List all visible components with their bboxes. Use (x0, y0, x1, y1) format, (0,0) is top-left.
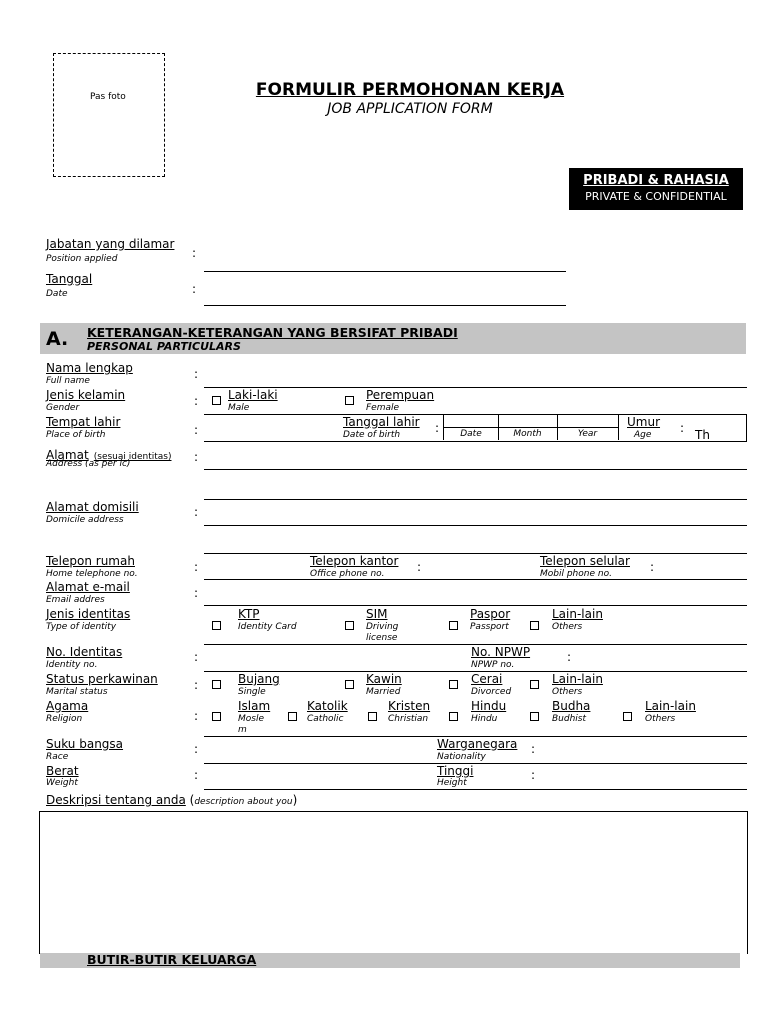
id-other-checkbox[interactable] (530, 621, 539, 630)
position-sub: Position applied (46, 254, 118, 264)
marital-divorced-sub: Divorced (471, 687, 512, 697)
marital-single-checkbox[interactable] (212, 680, 221, 689)
date-sub: Date (46, 289, 68, 299)
address-note: (sesuai identitas) (93, 452, 172, 462)
birth-date-day: Date (460, 429, 482, 439)
colon: : (194, 450, 199, 464)
birth-date-year: Year (577, 429, 598, 439)
gender-female-sub: Female (366, 403, 400, 413)
religion-hindu-sub: Hindu (471, 714, 498, 724)
birth-date-grid[interactable] (443, 414, 619, 440)
colon: : (194, 586, 199, 600)
marital-other-label: Lain-lain (552, 672, 603, 686)
phone-row-bottom (204, 579, 747, 580)
id-no-sub: Identity no. (46, 660, 98, 670)
colon: : (567, 650, 572, 664)
race-label: Suku bangsa (46, 737, 124, 751)
colon: : (194, 560, 199, 574)
birth-date-month: Month (513, 429, 542, 439)
age-sub: Age (634, 430, 652, 440)
address-input-line-2[interactable] (204, 499, 747, 500)
birth-date-sub: Date of birth (343, 430, 401, 440)
religion-buddhist-checkbox[interactable] (530, 712, 539, 721)
colon: : (650, 560, 655, 574)
gender-male-label: Laki-laki (228, 388, 278, 402)
description-label-group (46, 789, 297, 808)
badge-subtitle: PRIVATE & CONFIDENTIAL (585, 190, 727, 203)
id-passport-checkbox[interactable] (449, 621, 458, 630)
description-note: description about you (194, 797, 293, 807)
id-sim-checkbox[interactable] (345, 621, 354, 630)
id-passport-label: Paspor (470, 607, 511, 621)
colon: : (680, 421, 685, 435)
religion-islam-sub: Mosle (238, 714, 264, 724)
nationality-label: Warganegara (437, 737, 518, 751)
id-ktp-label: KTP (238, 607, 260, 621)
office-phone-label: Telepon kantor (310, 554, 399, 568)
photo-box[interactable] (53, 53, 165, 177)
religion-hindu-label: Hindu (471, 699, 507, 713)
office-phone-input[interactable] (425, 555, 535, 578)
marital-other-checkbox[interactable] (530, 680, 539, 689)
marital-other-sub: Others (552, 687, 583, 697)
birth-place-sub: Place of birth (46, 430, 106, 440)
religion-label: Agama (46, 699, 89, 713)
colon: : (192, 246, 197, 260)
address-label: Alamat (46, 448, 89, 462)
colon: : (194, 423, 199, 437)
gender-male-sub: Male (228, 403, 250, 413)
race-input[interactable] (205, 737, 430, 762)
colon: : (531, 768, 536, 782)
id-ktp-sub: Identity Card (238, 622, 297, 632)
id-other-label: Lain-lain (552, 607, 603, 621)
address-sub: Address (as per ic) (46, 459, 131, 469)
email-input[interactable] (204, 605, 747, 606)
full-name-input[interactable] (204, 387, 747, 388)
section-a-header (40, 323, 746, 354)
birth-place-input[interactable] (205, 415, 335, 440)
colon: : (194, 367, 199, 381)
mobile-phone-label: Telepon selular (540, 554, 630, 568)
gender-sub: Gender (46, 403, 80, 413)
height-sub: Height (437, 778, 467, 788)
confidential-badge (569, 168, 743, 210)
religion-islam-label: Islam (238, 699, 271, 713)
description-label: Deskripsi tentang anda (46, 793, 186, 807)
id-sim-sub2: license (366, 633, 398, 643)
religion-other-checkbox[interactable] (623, 712, 632, 721)
colon: : (194, 505, 199, 519)
home-phone-input[interactable] (205, 555, 305, 578)
colon: : (194, 768, 199, 782)
email-sub: Email addres (46, 595, 105, 605)
npwp-label: No. NPWP (471, 645, 531, 659)
id-ktp-checkbox[interactable] (212, 621, 221, 630)
religion-sub: Religion (46, 714, 83, 724)
religion-christian-label: Kristen (388, 699, 431, 713)
religion-buddhist-sub: Budhist (552, 714, 587, 724)
height-input[interactable] (540, 764, 745, 788)
religion-catholic-sub: Catholic (307, 714, 344, 724)
weight-sub: Weight (46, 778, 78, 788)
age-label: Umur (627, 415, 661, 429)
birth-row-bottom (204, 441, 747, 442)
colon: : (417, 560, 422, 574)
colon: : (194, 650, 199, 664)
form-title: FORMULIR PERMOHONAN KERJA (255, 80, 565, 100)
domicile-sub: Domicile address (46, 515, 124, 525)
section-b-header (40, 953, 740, 968)
marital-divorced-checkbox[interactable] (449, 680, 458, 689)
domicile-input-line-2[interactable] (204, 553, 747, 554)
colon: : (531, 742, 536, 756)
description-open: ( (185, 793, 195, 807)
nationality-input[interactable] (540, 737, 745, 762)
birth-row-right (746, 414, 747, 441)
id-sim-label: SIM (366, 607, 388, 621)
marital-single-label: Bujang (238, 672, 280, 686)
section-a-letter: A. (46, 328, 69, 350)
marital-divorced-label: Cerai (471, 672, 503, 686)
height-label: Tinggi (437, 764, 474, 778)
badge-title: PRIBADI & RAHASIA (583, 173, 729, 188)
weight-label: Berat (46, 764, 79, 778)
npwp-sub: NPWP no. (471, 660, 515, 670)
form-subtitle: JOB APPLICATION FORM (327, 101, 493, 117)
nationality-sub: Nationality (437, 752, 486, 762)
section-a-title: KETERANGAN-KETERANGAN YANG BERSIFAT PRIBADI (87, 325, 458, 340)
religion-christian-checkbox[interactable] (368, 712, 377, 721)
date-label: Tanggal (46, 272, 93, 286)
gender-male-checkbox[interactable] (212, 396, 221, 405)
birth-date-label: Tanggal lahir (343, 415, 420, 429)
colon: : (192, 282, 197, 296)
gender-label: Jenis kelamin (46, 388, 126, 402)
position-input[interactable] (204, 271, 566, 272)
email-label: Alamat e-mail (46, 580, 130, 594)
mobile-phone-sub: Mobil phone no. (540, 569, 612, 579)
birth-place-label: Tempat lahir (46, 415, 121, 429)
colon: : (194, 709, 199, 723)
description-close: ) (292, 793, 298, 807)
marital-married-sub: Married (366, 687, 401, 697)
marital-married-label: Kawin (366, 672, 402, 686)
gender-female-label: Perempuan (366, 388, 435, 402)
weight-input[interactable] (205, 764, 430, 788)
id-sim-sub: Driving (366, 622, 399, 632)
full-name-label: Nama lengkap (46, 361, 133, 375)
description-textarea[interactable] (39, 811, 748, 954)
id-type-sub: Type of identity (46, 622, 117, 632)
marital-sub: Marital status (46, 687, 108, 697)
gender-female-checkbox[interactable] (345, 396, 354, 405)
race-sub: Race (46, 752, 69, 762)
colon: : (194, 678, 199, 692)
religion-islam-checkbox[interactable] (212, 712, 221, 721)
home-phone-sub: Home telephone no. (46, 569, 138, 579)
photo-label: Pas foto (90, 92, 126, 102)
position-label: Jabatan yang dilamar (46, 237, 175, 251)
religion-other-sub: Others (645, 714, 676, 724)
address-input-line-1[interactable] (204, 469, 747, 470)
mobile-phone-input[interactable] (658, 555, 746, 578)
religion-other-label: Lain-lain (645, 699, 696, 713)
marital-married-checkbox[interactable] (345, 680, 354, 689)
colon: : (435, 421, 440, 435)
colon: : (194, 394, 199, 408)
id-no-label: No. Identitas (46, 645, 123, 659)
religion-buddhist-label: Budha (552, 699, 591, 713)
full-name-sub: Full name (46, 376, 90, 386)
date-input[interactable] (204, 305, 566, 306)
id-passport-sub: Passport (470, 622, 509, 632)
id-no-input[interactable] (205, 646, 465, 670)
religion-christian-sub: Christian (388, 714, 429, 724)
marital-single-sub: Single (238, 687, 266, 697)
religion-catholic-label: Katolik (307, 699, 348, 713)
religion-catholic-checkbox[interactable] (288, 712, 297, 721)
domicile-label: Alamat domisili (46, 500, 139, 514)
npwp-input[interactable] (575, 646, 745, 670)
section-a-subtitle: PERSONAL PARTICULARS (87, 340, 241, 353)
section-b-title: BUTIR-BUTIR KELUARGA (87, 952, 257, 967)
age-unit: Th (695, 428, 710, 442)
marital-label: Status perkawinan (46, 672, 158, 686)
office-phone-sub: Office phone no. (310, 569, 385, 579)
colon: : (194, 742, 199, 756)
id-other-sub: Others (552, 622, 583, 632)
id-type-label: Jenis identitas (46, 607, 131, 621)
religion-hindu-checkbox[interactable] (449, 712, 458, 721)
home-phone-label: Telepon rumah (46, 554, 135, 568)
religion-islam-sub2: m (238, 725, 247, 735)
domicile-input-line-1[interactable] (204, 525, 747, 526)
